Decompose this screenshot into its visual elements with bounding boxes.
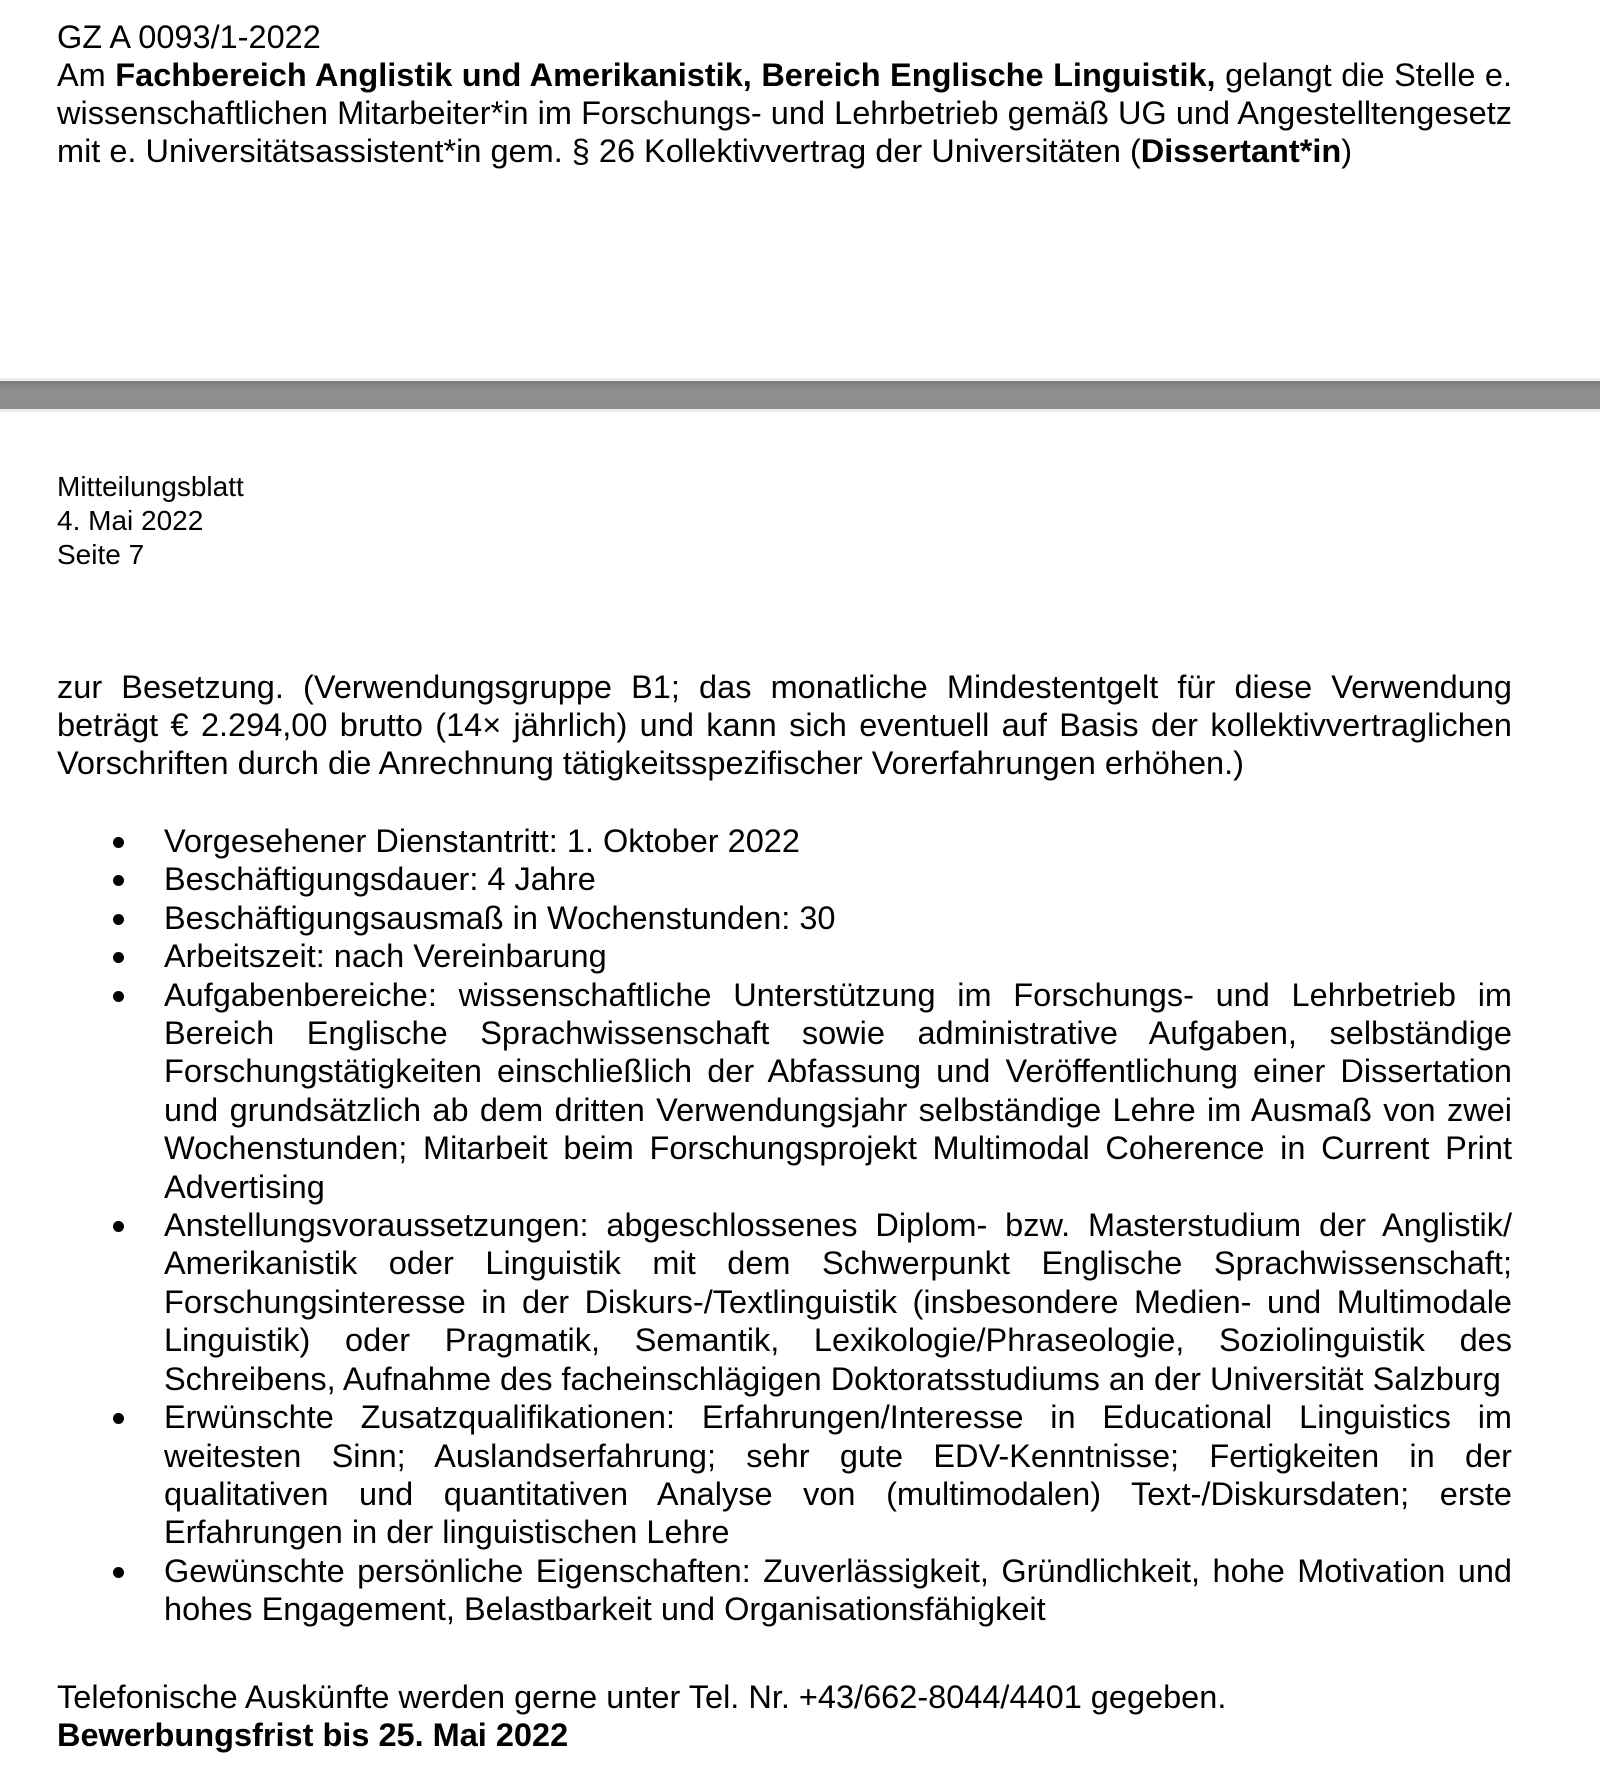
bullet-icon bbox=[113, 952, 124, 963]
bullet-icon bbox=[113, 875, 124, 886]
bullet-icon bbox=[113, 1567, 124, 1578]
intro-middle: gelangt die Stelle e. wissenschaftlichen Mitarbeiter*in im Forschungs- und Lehrbetrieb gemäß UG und Angestelltengesetz mit e. Universitätsassistent*in gem. § 26 Kollektivvertrag der Universitäten ( bbox=[57, 57, 1513, 170]
list-item-text: Gewünschte persönliche Eigenschaften: Zuverlässigkeit, Gründlichkeit, hohe Motivation und hohes Engagement, Belastbarkeit und Organisationsfähigkeit bbox=[164, 1552, 1512, 1628]
reference-number: GZ A 0093/1-2022 bbox=[57, 19, 321, 55]
intro-prefix: Am bbox=[57, 57, 116, 93]
document-page-1 bbox=[0, 0, 1600, 378]
publication-date: 4. Mai 2022 bbox=[57, 505, 204, 536]
list-item-text: Beschäftigungsdauer: 4 Jahre bbox=[164, 861, 596, 898]
page-header bbox=[57, 470, 244, 572]
list-item-text: Vorgesehener Dienstantritt: 1. Oktober 2022 bbox=[164, 823, 800, 859]
list-item bbox=[57, 937, 1512, 975]
job-details-list bbox=[57, 822, 1512, 1629]
list-item bbox=[57, 899, 1512, 937]
list-item-text: Beschäftigungsausmaß in Wochenstunden: 30 bbox=[164, 899, 836, 936]
bullet-icon bbox=[113, 991, 124, 1002]
list-item-text: Erwünschte Zusatzqualifikationen: Erfahrungen/Interesse in Educational Linguistics im weitesten Sinn; Auslandserfahrung; sehr gute EDV-Kenntnisse; Fertigkeiten in der qualitativen und quantitativen Analyse von (multimodalen) Text-/Diskursdaten; erste Erfahrungen in der linguistischen Lehre bbox=[164, 1399, 1512, 1551]
department-name: Fachbereich Anglistik und Amerikanistik, Bereich Englische Linguistik, bbox=[115, 57, 1216, 93]
list-item bbox=[57, 822, 1512, 860]
list-item-text: Aufgabenbereiche: wissenschaftliche Unterstützung im Forschungs- und Lehrbetrieb im Bereich Englische Sprachwissenschaft sowie administrative Aufgaben, selbständige Forschungstätigkeiten einschließlich der Abfassung und Veröffentlichung einer Dissertation und grundsätzlich ab dem dritten Verwendungsjahr selbständige Lehre im Ausmaß von zwei Wochenstunden; Mitarbeit beim Forschungsprojekt Multimodal Coherence in Current Print Advertising bbox=[164, 976, 1512, 1205]
page-divider bbox=[0, 381, 1600, 409]
intro-paragraph bbox=[57, 56, 1512, 171]
application-deadline: Bewerbungsfrist bis 25. Mai 2022 bbox=[57, 1717, 569, 1753]
bullet-icon bbox=[113, 837, 124, 848]
bullet-icon bbox=[113, 1413, 124, 1424]
list-item bbox=[57, 1206, 1512, 1398]
list-item bbox=[57, 1398, 1512, 1552]
list-item bbox=[57, 1552, 1512, 1629]
publication-name: Mitteilungsblatt bbox=[57, 471, 244, 502]
list-item-text: Anstellungsvoraussetzungen: abgeschlossenes Diplom- bzw. Masterstudium der Anglistik/ Amerikanistik oder Linguistik mit dem Schwerpunkt Englische Sprachwissenschaft; Forschungsinteresse in der Diskurs-/Textlinguistik (insbesondere Medien- und Multimodale Linguistik) oder Pragmatik, Semantik, Lexikologie/Phraseologie, Soziolinguistik des Schreibens, Aufnahme des facheinschlägigen Doktoratsstudiums an der Universität Salzburg bbox=[164, 1207, 1512, 1397]
position-type: Dissertant*in bbox=[1140, 133, 1342, 170]
salary-paragraph: zur Besetzung. (Verwendungsgruppe B1; das monatliche Mindestentgelt für diese Verwendung beträgt € 2.294,00 brutto (14× jährlich) und kann sich eventuell auf Basis der kollektivvertraglichen Vorschriften durch die Anrechnung tätigkeitsspezifischer Vorerfahrungen erhöhen.) bbox=[57, 669, 1512, 782]
page-number: Seite 7 bbox=[57, 539, 145, 570]
bullet-icon bbox=[113, 914, 124, 925]
list-item-text: Arbeitszeit: nach Vereinbarung bbox=[164, 938, 607, 975]
bullet-icon bbox=[113, 1221, 124, 1232]
intro-suffix: ) bbox=[1341, 133, 1353, 170]
list-item bbox=[57, 860, 1512, 898]
phone-info: Telefonische Auskünfte werden gerne unter Tel. Nr. +43/662-8044/4401 gegeben. bbox=[57, 1679, 1227, 1715]
list-item bbox=[57, 976, 1512, 1206]
